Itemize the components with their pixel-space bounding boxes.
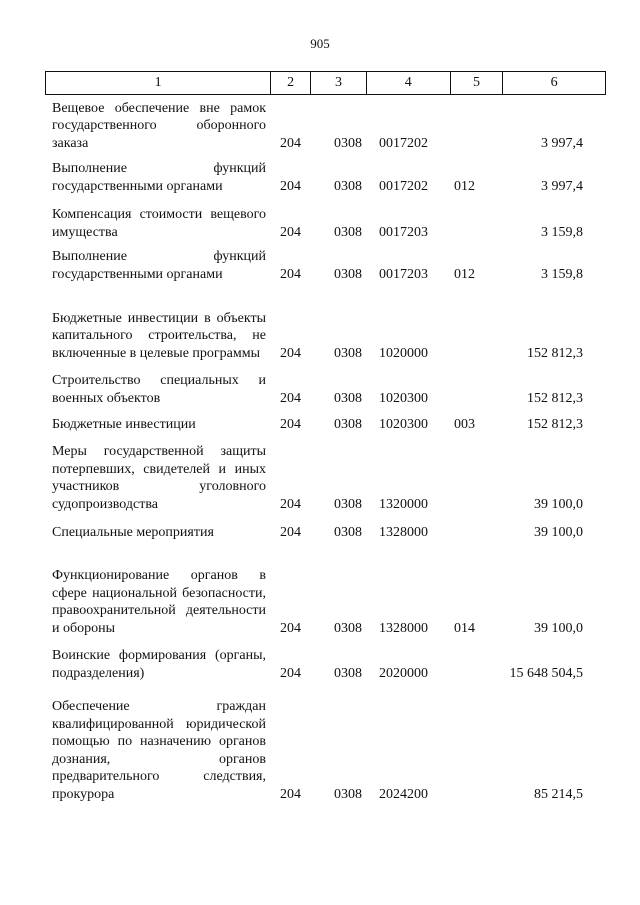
page-number: 905: [310, 36, 330, 51]
row-col-2: 204: [280, 416, 301, 432]
row-col-6: 3 159,8: [541, 224, 583, 240]
table-row: [0, 247, 640, 283]
row-col-2: 204: [280, 390, 301, 406]
row-col-6: 152 812,3: [527, 390, 583, 406]
row-col-4: 1020000: [379, 345, 428, 361]
row-col-6: 85 214,5: [534, 786, 583, 802]
row-col-3: 0308: [334, 416, 362, 432]
row-col-3: 0308: [334, 390, 362, 406]
row-col-2: 204: [280, 178, 301, 194]
row-col-4: 2020000: [379, 665, 428, 681]
row-name: Компенсация стоимости вещевого имущества: [52, 207, 266, 240]
row-name: Бюджетные инвестиции: [52, 416, 196, 432]
row-col-6: 3 997,4: [541, 178, 583, 194]
row-col-3: 0308: [334, 135, 362, 151]
row-name: Воинские формирования (органы, подразделения): [52, 648, 266, 681]
row-col-6: 152 812,3: [527, 416, 583, 432]
row-col-6: 3 997,4: [541, 135, 583, 151]
row-name: Специальные мероприятия: [52, 524, 214, 540]
header-col-2: 2: [271, 72, 311, 94]
row-col-2: 204: [280, 224, 301, 240]
row-col-4: 1020300: [379, 416, 428, 432]
row-name: Бюджетные инвестиции в объекты капитального строительства, не включенные в целевые программы: [52, 310, 266, 361]
table-row: [0, 371, 640, 407]
row-col-6: 39 100,0: [534, 620, 583, 636]
row-col-3: 0308: [334, 620, 362, 636]
row-col-4: 0017202: [379, 178, 428, 194]
row-col-5: 003: [454, 416, 475, 432]
table-row: [0, 550, 640, 637]
table-row: [0, 205, 640, 241]
table-row: [0, 443, 640, 513]
row-col-3: 0308: [334, 224, 362, 240]
row-col-2: 204: [280, 496, 301, 512]
row-col-6: 39 100,0: [534, 524, 583, 540]
row-name: Строительство специальных и военных объектов: [52, 373, 266, 406]
header-col-5: 5: [451, 72, 504, 94]
row-col-2: 204: [280, 266, 301, 282]
row-col-4: 1328000: [379, 524, 428, 540]
row-col-4: 1320000: [379, 496, 428, 512]
row-col-2: 204: [280, 135, 301, 151]
row-col-6: 3 159,8: [541, 266, 583, 282]
header-col-1: 1: [46, 72, 271, 94]
row-name: Функционирование органов в сфере национальной безопасности, правоохранительной деятельности и обороны: [52, 568, 266, 636]
row-name: Вещевое обеспечение вне рамок государственного оборонного заказа: [52, 100, 266, 151]
row-col-6: 152 812,3: [527, 345, 583, 361]
row-col-3: 0308: [334, 496, 362, 512]
row-col-6: 39 100,0: [534, 496, 583, 512]
table-row: [0, 697, 640, 803]
table-row: [0, 646, 640, 682]
row-name: Обеспечение граждан квалифицированной юридической помощью по назначению органов дознания, органов предварительного следствия, прокурора: [52, 699, 266, 802]
row-name: Меры государственной защиты потерпевших, свидетелей и иных участников уголовного судопроизводства: [52, 444, 266, 512]
row-col-3: 0308: [334, 786, 362, 802]
header-col-3: 3: [311, 72, 367, 94]
header-col-4: 4: [367, 72, 451, 94]
row-col-4: 0017203: [379, 266, 428, 282]
row-col-2: 204: [280, 620, 301, 636]
row-col-4: 2024200: [379, 786, 428, 802]
row-col-2: 204: [280, 665, 301, 681]
table-row: [0, 292, 640, 362]
row-col-3: 0308: [334, 266, 362, 282]
row-col-5: 012: [454, 266, 475, 282]
table-row: [0, 522, 640, 541]
row-name: Выполнение функций государственными органами: [52, 249, 266, 282]
row-col-2: 204: [280, 524, 301, 540]
row-col-2: 204: [280, 345, 301, 361]
row-col-5: 014: [454, 620, 475, 636]
row-col-2: 204: [280, 786, 301, 802]
row-col-4: 1328000: [379, 620, 428, 636]
row-col-4: 0017202: [379, 135, 428, 151]
table-row: [0, 159, 640, 195]
table-row: [0, 98, 640, 152]
row-col-6: 15 648 504,5: [509, 665, 583, 681]
row-col-3: 0308: [334, 665, 362, 681]
row-name: Выполнение функций государственными органами: [52, 161, 266, 194]
row-col-4: 1020300: [379, 390, 428, 406]
row-col-3: 0308: [334, 524, 362, 540]
table-header: [45, 71, 606, 95]
row-col-5: 012: [454, 178, 475, 194]
table-row: [0, 414, 640, 433]
row-col-3: 0308: [334, 345, 362, 361]
row-col-4: 0017203: [379, 224, 428, 240]
header-col-6: 6: [550, 75, 558, 90]
row-col-3: 0308: [334, 178, 362, 194]
